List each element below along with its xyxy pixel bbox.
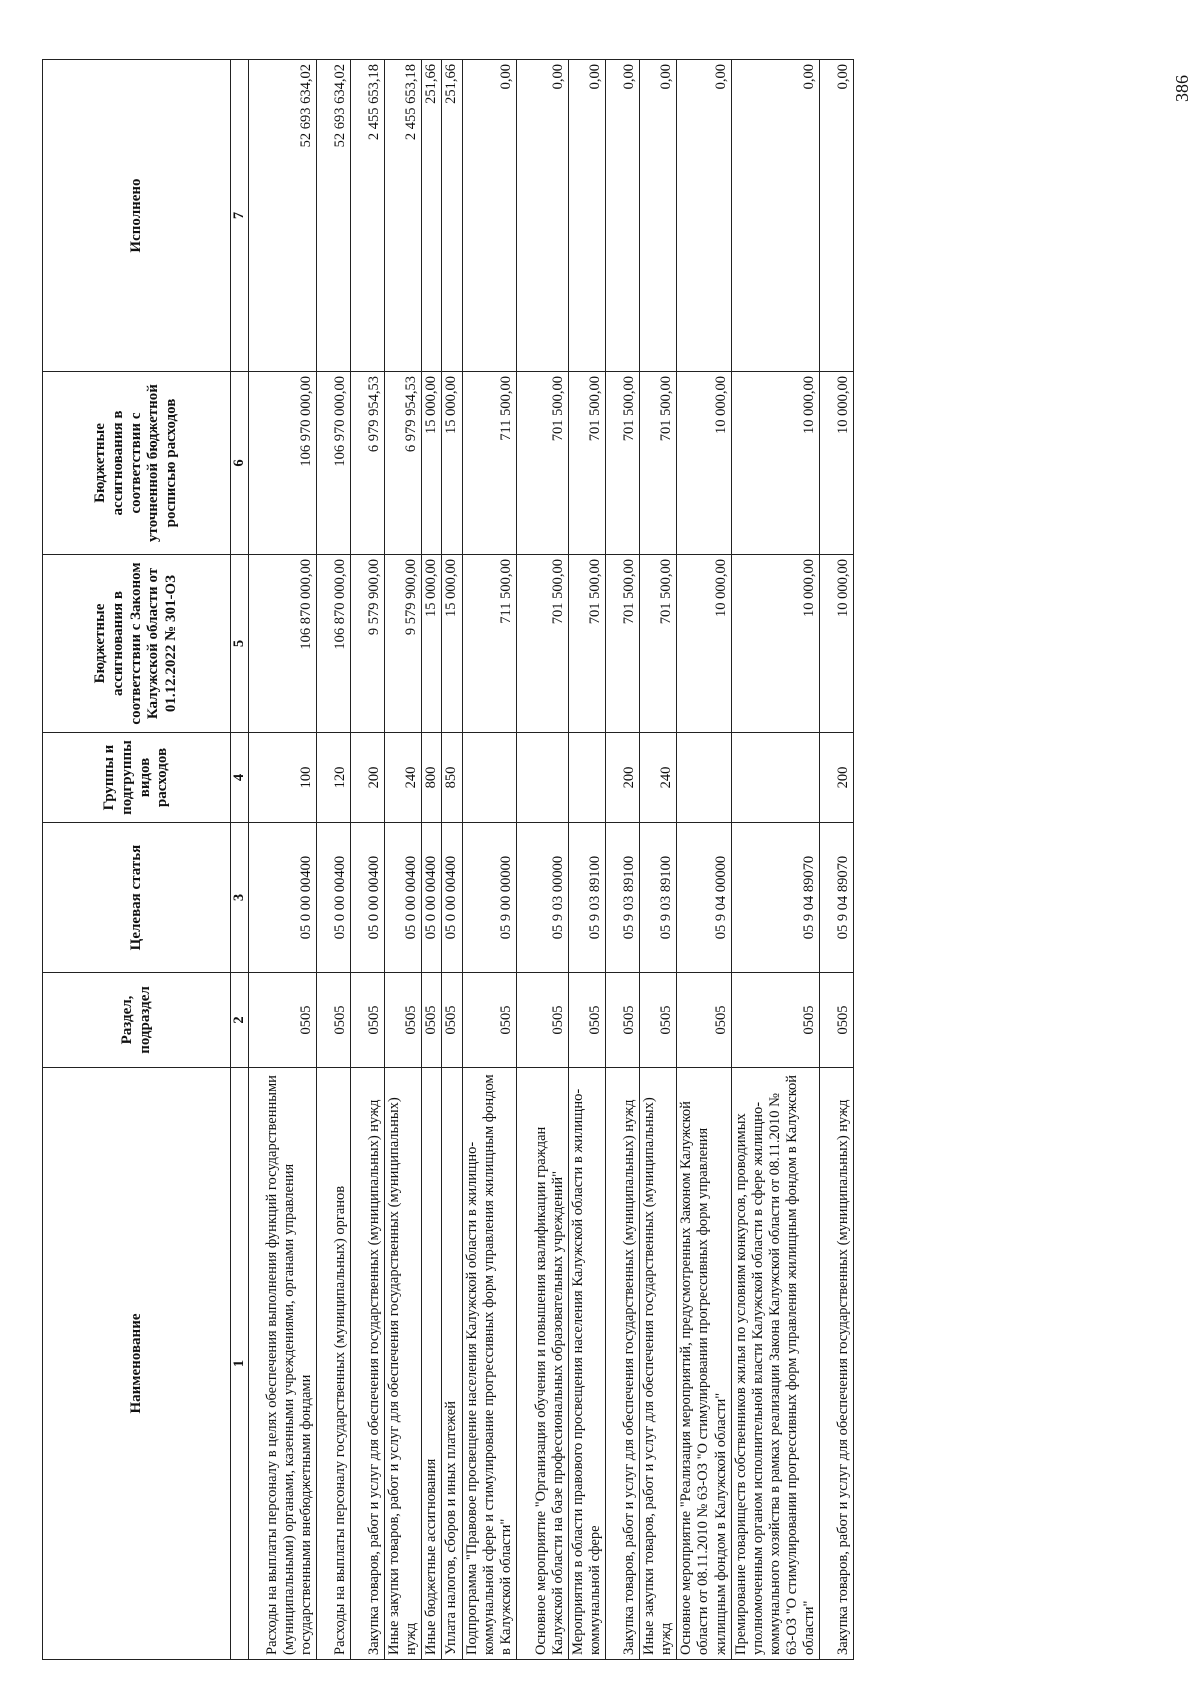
cell-refined: 701 500,00	[606, 372, 640, 555]
table-row	[568, 60, 605, 1660]
table-row	[385, 60, 422, 1660]
col-number: 4	[231, 733, 249, 823]
cell-group: 200	[606, 733, 640, 823]
cell-target: 05 9 03 89100	[640, 823, 677, 973]
budget-table	[42, 59, 854, 1660]
cell-refined: 6 979 954,53	[351, 372, 385, 555]
cell-name: Иные закупки товаров, работ и услуг для обеспечения государственных (муниципальных) нужд	[640, 1068, 677, 1660]
cell-refined: 15 000,00	[422, 372, 442, 555]
cell-executed: 0,00	[677, 60, 731, 372]
cell-section: 0505	[677, 973, 731, 1068]
cell-executed: 251,66	[442, 60, 462, 372]
cell-name: Иные бюджетные ассигнования	[422, 1068, 442, 1660]
table-row	[606, 60, 640, 1660]
column-number-row	[231, 60, 249, 1660]
cell-name: Расходы на выплаты персоналу государственных (муниципальных) органов	[317, 1068, 351, 1660]
cell-group: 240	[385, 733, 422, 823]
cell-executed: 0,00	[731, 60, 820, 372]
cell-section: 0505	[640, 973, 677, 1068]
cell-executed: 52 693 634,02	[317, 60, 351, 372]
cell-group: 120	[317, 733, 351, 823]
cell-section: 0505	[462, 973, 516, 1068]
page-number: 386	[1172, 75, 1192, 102]
col-header-law: Бюджетные ассигнования в соответствии с Законом Калужской области от 01.12.2022 № 301-ОЗ	[43, 555, 231, 733]
table-row	[317, 60, 351, 1660]
cell-refined: 6 979 954,53	[385, 372, 422, 555]
cell-name: Закупка товаров, работ и услуг для обеспечения государственных (муниципальных) нужд	[351, 1068, 385, 1660]
cell-refined: 10 000,00	[677, 372, 731, 555]
cell-name: Уплата налогов, сборов и иных платежей	[442, 1068, 462, 1660]
col-header-name: Наименование	[43, 1068, 231, 1660]
cell-refined: 701 500,00	[516, 372, 568, 555]
cell-section: 0505	[249, 973, 317, 1068]
table-row	[731, 60, 820, 1660]
cell-refined: 106 970 000,00	[317, 372, 351, 555]
cell-target: 05 0 00 00400	[442, 823, 462, 973]
cell-law: 9 579 900,00	[385, 555, 422, 733]
col-number: 2	[231, 973, 249, 1068]
cell-section: 0505	[442, 973, 462, 1068]
cell-name: Расходы на выплаты персоналу в целях обеспечения выполнения функций государственными (муниципальными) органами, казенными учреждениями, органами управления государственными внебюджетными фондами	[249, 1068, 317, 1660]
cell-section: 0505	[731, 973, 820, 1068]
cell-group	[516, 733, 568, 823]
cell-law: 701 500,00	[640, 555, 677, 733]
cell-law: 10 000,00	[677, 555, 731, 733]
cell-name: Основное мероприятие "Реализация мероприятий, предусмотренных Законом Калужской области от 08.11.2010 № 63-ОЗ "О стимулировании прогрессивных форм управления жилищным фондом в Калужской области"	[677, 1068, 731, 1660]
cell-name: Иные закупки товаров, работ и услуг для обеспечения государственных (муниципальных) нужд	[385, 1068, 422, 1660]
cell-target: 05 0 00 00400	[317, 823, 351, 973]
cell-group: 240	[640, 733, 677, 823]
table-body	[249, 60, 854, 1660]
cell-target: 05 9 04 89070	[731, 823, 820, 973]
cell-refined: 10 000,00	[820, 372, 854, 555]
cell-name: Основное мероприятие "Организация обучения и повышения квалификации граждан Калужской области на базе профессиональных образовательных учреждений"	[516, 1068, 568, 1660]
cell-section: 0505	[516, 973, 568, 1068]
cell-group: 100	[249, 733, 317, 823]
cell-law: 711 500,00	[462, 555, 516, 733]
cell-target: 05 9 03 89100	[568, 823, 605, 973]
cell-group	[731, 733, 820, 823]
table-row	[677, 60, 731, 1660]
cell-name: Премирование товариществ собственников жилья по условиям конкурсов, проводимых уполномоченным органом исполнительной власти Калужской области в сфере жилищно-коммунального хозяйства в рамках реализации Закона Калужской области от 08.11.2010 № 63-ОЗ "О стимулировании прогрессивных форм управления жилищным фондом в Калужской области"	[731, 1068, 820, 1660]
cell-group	[462, 733, 516, 823]
col-header-executed: Исполнено	[43, 60, 231, 372]
cell-executed: 0,00	[462, 60, 516, 372]
table-row	[820, 60, 854, 1660]
cell-target: 05 9 03 00000	[516, 823, 568, 973]
cell-refined: 701 500,00	[640, 372, 677, 555]
cell-law: 10 000,00	[820, 555, 854, 733]
cell-section: 0505	[317, 973, 351, 1068]
table-row	[462, 60, 516, 1660]
cell-law: 701 500,00	[606, 555, 640, 733]
cell-section: 0505	[568, 973, 605, 1068]
cell-law: 701 500,00	[568, 555, 605, 733]
table-row	[351, 60, 385, 1660]
cell-law: 701 500,00	[516, 555, 568, 733]
cell-section: 0505	[422, 973, 442, 1068]
cell-law: 106 870 000,00	[249, 555, 317, 733]
cell-section: 0505	[385, 973, 422, 1068]
cell-name: Закупка товаров, работ и услуг для обеспечения государственных (муниципальных) нужд	[606, 1068, 640, 1660]
cell-group: 800	[422, 733, 442, 823]
cell-executed: 251,66	[422, 60, 442, 372]
cell-executed: 0,00	[820, 60, 854, 372]
cell-executed: 0,00	[640, 60, 677, 372]
col-header-group: Группы и подгруппы видов расходов	[43, 733, 231, 823]
cell-refined: 711 500,00	[462, 372, 516, 555]
col-number: 7	[231, 60, 249, 372]
cell-executed: 0,00	[606, 60, 640, 372]
cell-group: 850	[442, 733, 462, 823]
rotated-page	[42, 60, 1192, 1660]
cell-refined: 15 000,00	[442, 372, 462, 555]
cell-target: 05 9 04 00000	[677, 823, 731, 973]
cell-name: Подпрограмма "Правовое просвещение населения Калужской области в жилищно-коммунальной сфере и стимулирование прогрессивных форм управления жилищным фондом в Калужской области"	[462, 1068, 516, 1660]
cell-refined: 701 500,00	[568, 372, 605, 555]
col-header-refined: Бюджетные ассигнования в соответствии с уточненной бюджетной росписью расходов	[43, 372, 231, 555]
cell-target: 05 0 00 00400	[422, 823, 442, 973]
cell-law: 10 000,00	[731, 555, 820, 733]
col-number: 1	[231, 1068, 249, 1660]
cell-target: 05 0 00 00400	[249, 823, 317, 973]
cell-name: Закупка товаров, работ и услуг для обеспечения государственных (муниципальных) нужд	[820, 1068, 854, 1660]
cell-target: 05 0 00 00400	[351, 823, 385, 973]
cell-section: 0505	[606, 973, 640, 1068]
cell-executed: 2 455 653,18	[385, 60, 422, 372]
col-header-section: Раздел, подраздел	[43, 973, 231, 1068]
table-row	[640, 60, 677, 1660]
cell-refined: 10 000,00	[731, 372, 820, 555]
cell-refined: 106 970 000,00	[249, 372, 317, 555]
table-row	[422, 60, 442, 1660]
cell-group	[568, 733, 605, 823]
cell-law: 9 579 900,00	[351, 555, 385, 733]
cell-executed: 52 693 634,02	[249, 60, 317, 372]
cell-name: Мероприятия в области правового просвещения населения Калужской области в жилищно-коммунальной сфере	[568, 1068, 605, 1660]
col-number: 6	[231, 372, 249, 555]
cell-target: 05 9 00 00000	[462, 823, 516, 973]
col-number: 5	[231, 555, 249, 733]
cell-group	[677, 733, 731, 823]
table-row	[516, 60, 568, 1660]
header-row	[43, 60, 231, 1660]
col-number: 3	[231, 823, 249, 973]
cell-target: 05 9 04 89070	[820, 823, 854, 973]
cell-group: 200	[820, 733, 854, 823]
cell-executed: 0,00	[516, 60, 568, 372]
cell-law: 15 000,00	[442, 555, 462, 733]
cell-target: 05 9 03 89100	[606, 823, 640, 973]
cell-executed: 2 455 653,18	[351, 60, 385, 372]
cell-law: 106 870 000,00	[317, 555, 351, 733]
cell-target: 05 0 00 00400	[385, 823, 422, 973]
cell-section: 0505	[820, 973, 854, 1068]
table-row	[249, 60, 317, 1660]
cell-law: 15 000,00	[422, 555, 442, 733]
cell-executed: 0,00	[568, 60, 605, 372]
cell-group: 200	[351, 733, 385, 823]
cell-section: 0505	[351, 973, 385, 1068]
col-header-target: Целевая статья	[43, 823, 231, 973]
table-row	[442, 60, 462, 1660]
